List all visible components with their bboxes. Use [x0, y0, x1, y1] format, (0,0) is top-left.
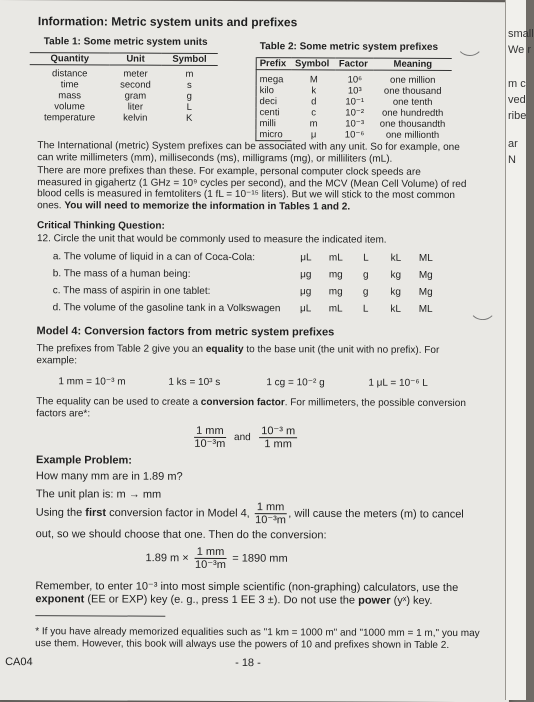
ctq-item-d: d. The volume of the gasoline tank in a Volkswagen μL mL L kL ML [53, 302, 473, 315]
equality-4: 1 μL = 10⁻⁶ L [368, 377, 428, 389]
option-ML[interactable]: ML [418, 252, 433, 264]
table2-header-symbol: Symbol [292, 58, 336, 70]
table-row: volume liter L [54, 101, 192, 113]
option-ug[interactable]: μg [300, 269, 312, 281]
option-g[interactable]: g [362, 269, 369, 281]
table2-header-prefix: Prefix [256, 58, 292, 70]
table-row: mega M 10⁶ one million [256, 70, 452, 86]
option-kg[interactable]: kg [390, 269, 402, 281]
ctq-question-12: 12. Circle the unit that would be commonly used to measure the indicated item. [36, 233, 387, 246]
table-row: kilo k 10³ one thousand [256, 85, 452, 97]
page-number: - 18 - [235, 657, 261, 670]
option-mg[interactable]: mg [328, 269, 343, 281]
table2-header-factor: Factor [336, 58, 374, 70]
conversion-factors: $\frac{1 mm}{\text{10⁻³m}}$ and $\frac{\text{10⁻³ m}}{1 mm}$ [194, 424, 296, 451]
table-row: distance meter m [52, 68, 194, 80]
footnote-rule [35, 615, 165, 617]
table1-header-unit: Unit [110, 53, 161, 65]
table-row: mass gram g [58, 90, 192, 102]
option-kL[interactable]: kL [390, 303, 401, 315]
option-g[interactable]: g [362, 286, 369, 298]
table1-title: Table 1: Some metric system units [43, 36, 208, 48]
ctq-title: Critical Thinking Question: [36, 220, 165, 232]
table-row: milli m 10⁻³ one thousandth [256, 118, 452, 130]
table2-header-meaning: Meaning [374, 58, 452, 70]
adjacent-page-edge: small We r m c ved ribe ar N [505, 0, 526, 700]
option-L[interactable]: L [363, 252, 369, 264]
option-uL[interactable]: μL [299, 303, 312, 315]
pen-mark [469, 300, 497, 320]
footer-code: CA04 [5, 656, 33, 669]
table-row: time second s [60, 79, 192, 91]
conversion-factor-1: $\frac{1 mm}{\text{10⁻³m}}$ [194, 424, 226, 450]
conversion-factor-2: $\frac{\text{10⁻³ m}}{1 mm}$ [259, 425, 297, 450]
model4-paragraph-2: The equality can be used to create a conversion factor. For millimeters, the possible conversion factors are*: [36, 396, 466, 419]
using-line: Using the first conversion factor in Model 4, $\frac{1 mm}{\text{10⁻³m}}$ , will cause the meters (m) to cancel [35, 501, 464, 527]
model4-paragraph-1: The prefixes from Table 2 give you an equality to the base unit (the unit with no prefix). For example: [36, 343, 440, 366]
remember-paragraph: Remember, to enter 10⁻³ into most simple scientific (non-graphing) calculators, use the exponent (EE or EXP) key (e. g., press 1 EE 3 ±). Do not use the power (yˣ) key. [35, 580, 459, 607]
table-row: deci d 10⁻¹ one tenth [256, 96, 452, 108]
equality-3: 1 cg = 10⁻² g [266, 377, 325, 389]
equality-1: 1 mm = 10⁻³ m [58, 376, 126, 388]
option-Mg[interactable]: Mg [418, 286, 433, 298]
ctq-item-c: c. The mass of aspirin in one tablet: μg mg g kg Mg [53, 285, 473, 298]
option-kL[interactable]: kL [390, 252, 402, 264]
option-kg[interactable]: kg [390, 286, 402, 298]
example-title: Example Problem: [35, 454, 133, 467]
equality-2: 1 ks = 10³ s [168, 376, 221, 388]
example-question: How many mm are in 1.89 m? [35, 470, 183, 483]
model4-title: Model 4: Conversion factors from metric system prefixes [36, 325, 335, 339]
intro-paragraph-1: The International (metric) System prefixes can be associated with any unit. So for example, one can write millimeters (mm), milliseconds (ms), milligrams (mg), or milliliters (mL). [37, 140, 460, 165]
option-uL[interactable]: μL [300, 252, 312, 264]
option-ML[interactable]: ML [418, 303, 433, 315]
option-L[interactable]: L [362, 303, 369, 315]
pen-mark [456, 36, 484, 56]
unit-plan: The unit plan is: m → mm [35, 488, 162, 501]
option-Mg[interactable]: Mg [418, 269, 433, 281]
table1-header-symbol: Symbol [161, 53, 218, 65]
option-ug[interactable]: μg [300, 286, 312, 298]
table2-title: Table 2: Some metric system prefixes [259, 41, 439, 53]
table-row: micro μ 10⁻⁶ one millionth [256, 129, 452, 141]
footnote: * If you have already memorized equalities such as "1 km = 1000 m" and "1000 mm = 1 m," you may use them. However, this book will always use the powers of 10 and prefixes shown in Table 2. [35, 626, 480, 651]
ctq-item-b: b. The mass of a human being: μg mg g kg Mg [53, 268, 473, 281]
table-row: temperature kelvin K [43, 112, 193, 124]
option-mL[interactable]: mL [328, 303, 343, 315]
table1-header-quantity: Quantity [30, 53, 110, 65]
table-row: centi c 10⁻² one hundredth [256, 107, 452, 119]
table2 [255, 57, 451, 142]
page-title: Information: Metric system units and prefixes [37, 14, 298, 30]
cancel-out-line: out, so we should choose that one. Then do the conversion: [35, 528, 327, 542]
calculation: 1.89 m × $\frac{1 mm}{\text{10⁻³m}}$ = 1890 mm [145, 545, 288, 571]
option-mL[interactable]: mL [328, 252, 343, 264]
ctq-item-a: a. The volume of liquid in a can of Coca-Cola: μL mL L kL ML [53, 251, 473, 264]
option-mg[interactable]: mg [328, 286, 343, 298]
intro-paragraph-2: There are more prefixes than these. For example, personal computer clock speeds are measured in gigahertz (1 GHz = 10⁹ cycles per second), and the MCV (Mean Cell Volume) of red blood cells is measured in femtoliters (1 fL = 10⁻¹⁵ liters). But we will stick to the most common ones. You will need to memorize the information in Tables 1 and 2. [37, 165, 467, 213]
table1 [29, 52, 217, 124]
